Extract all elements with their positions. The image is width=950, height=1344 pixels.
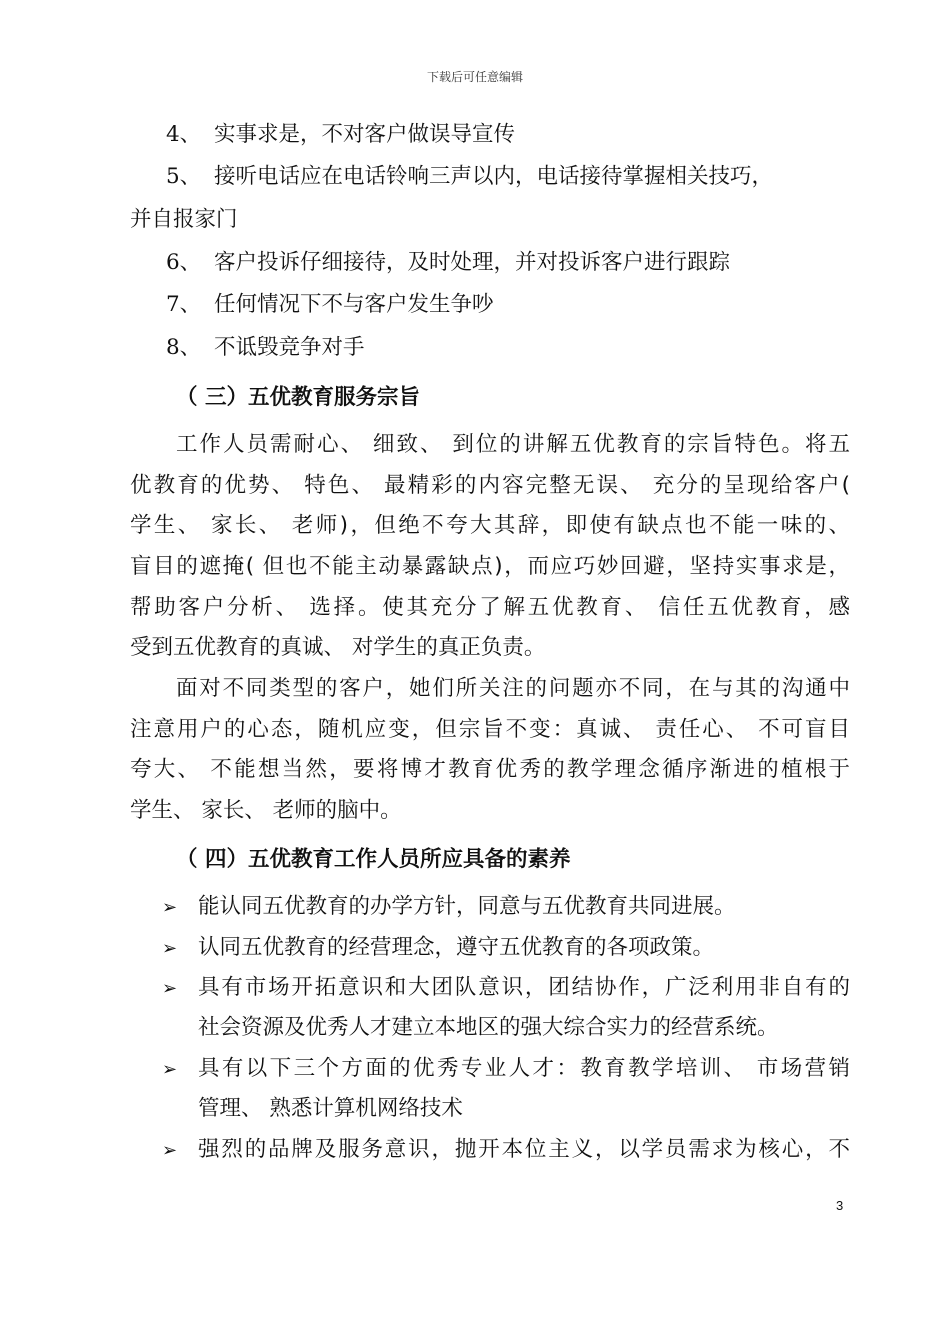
- numbered-item: [166, 334, 365, 362]
- section-heading: （ 三）五优教育服务宗旨: [176, 385, 420, 410]
- bullet-item-text-continuation: 社会资源及优秀人才建立本地区的强大综合实力的经营系统。: [198, 1015, 779, 1040]
- bullet-item-text: 强烈的品牌及服务意识，抛开本位主义，以学员需求为核心，不: [198, 1137, 850, 1162]
- section-heading: （ 四）五优教育工作人员所应具备的素养: [176, 847, 571, 872]
- paragraph-line: 学生、 家长、 老师)，但绝不夸大其辞，即使有缺点也不能一味的、: [130, 513, 850, 538]
- item-number: 8、: [166, 335, 202, 360]
- item-text: 任何情况下不与客户发生争吵: [214, 292, 494, 317]
- item-text-continuation: 并自报家门: [130, 207, 238, 232]
- paragraph-line: 优教育的优势、 特色、 最精彩的内容完整无误、 充分的呈现给客户(: [130, 473, 850, 498]
- bullet-item-text: 能认同五优教育的办学方针，同意与五优教育共同进展。: [198, 894, 736, 919]
- bullet-item-text: 具有市场开拓意识和大团队意识，团结协作，广泛利用非自有的: [198, 975, 850, 1000]
- paragraph-line: 工作人员需耐心、 细致、 到位的讲解五优教育的宗旨特色。将五: [176, 432, 850, 457]
- item-text: 不诋毁竞争对手: [214, 335, 365, 360]
- item-number: 5、: [166, 164, 202, 189]
- numbered-item: [166, 163, 773, 191]
- paragraph-line: 帮助客户分析、 选择。使其充分了解五优教育、 信任五优教育，感: [130, 595, 850, 620]
- paragraph-line: 面对不同类型的客户，她们所关注的问题亦不同，在与其的沟通中: [176, 676, 850, 701]
- item-number: 7、: [166, 292, 202, 317]
- bullet-item-text: 认同五优教育的经营理念，遵守五优教育的各项政策。: [198, 935, 715, 960]
- numbered-item: [166, 121, 515, 149]
- bullet-item-text-continuation: 管理、 熟悉计算机网络技术: [198, 1096, 463, 1121]
- bullet-item-text: 具有以下三个方面的优秀专业人才：教育教学培训、 市场营销: [198, 1056, 850, 1081]
- bullet-arrow-icon: ➢: [162, 1140, 178, 1161]
- item-text: 客户投诉仔细接待，及时处理，并对投诉客户进行跟踪: [214, 250, 731, 275]
- bullet-arrow-icon: ➢: [162, 1059, 178, 1080]
- numbered-item: [166, 249, 730, 277]
- item-text: 接听电话应在电话铃响三声以内，电话接待掌握相关技巧，: [214, 164, 774, 189]
- paragraph-line: 受到五优教育的真诚、 对学生的真正负责。: [130, 635, 546, 660]
- page-number: 3: [836, 1198, 844, 1213]
- item-number: 6、: [166, 250, 202, 275]
- page-header: 下载后可任意编辑: [426, 70, 523, 84]
- bullet-arrow-icon: ➢: [162, 938, 178, 959]
- paragraph-line: 盲目的遮掩( 但也不能主动暴露缺点)，而应巧妙回避，坚持实事求是，: [130, 554, 850, 579]
- bullet-arrow-icon: ➢: [162, 978, 178, 999]
- item-number: 4、: [166, 122, 202, 147]
- paragraph-line: 学生、 家长、 老师的脑中。: [130, 798, 402, 823]
- numbered-item: [166, 291, 494, 319]
- bullet-arrow-icon: ➢: [162, 897, 178, 918]
- item-text: 实事求是，不对客户做误导宣传: [214, 122, 516, 147]
- paragraph-line: 注意用户的心态，随机应变，但宗旨不变：真诚、 责任心、 不可盲目: [130, 717, 850, 742]
- paragraph-line: 夸大、 不能想当然，要将博才教育优秀的教学理念循序渐进的植根于: [130, 757, 850, 782]
